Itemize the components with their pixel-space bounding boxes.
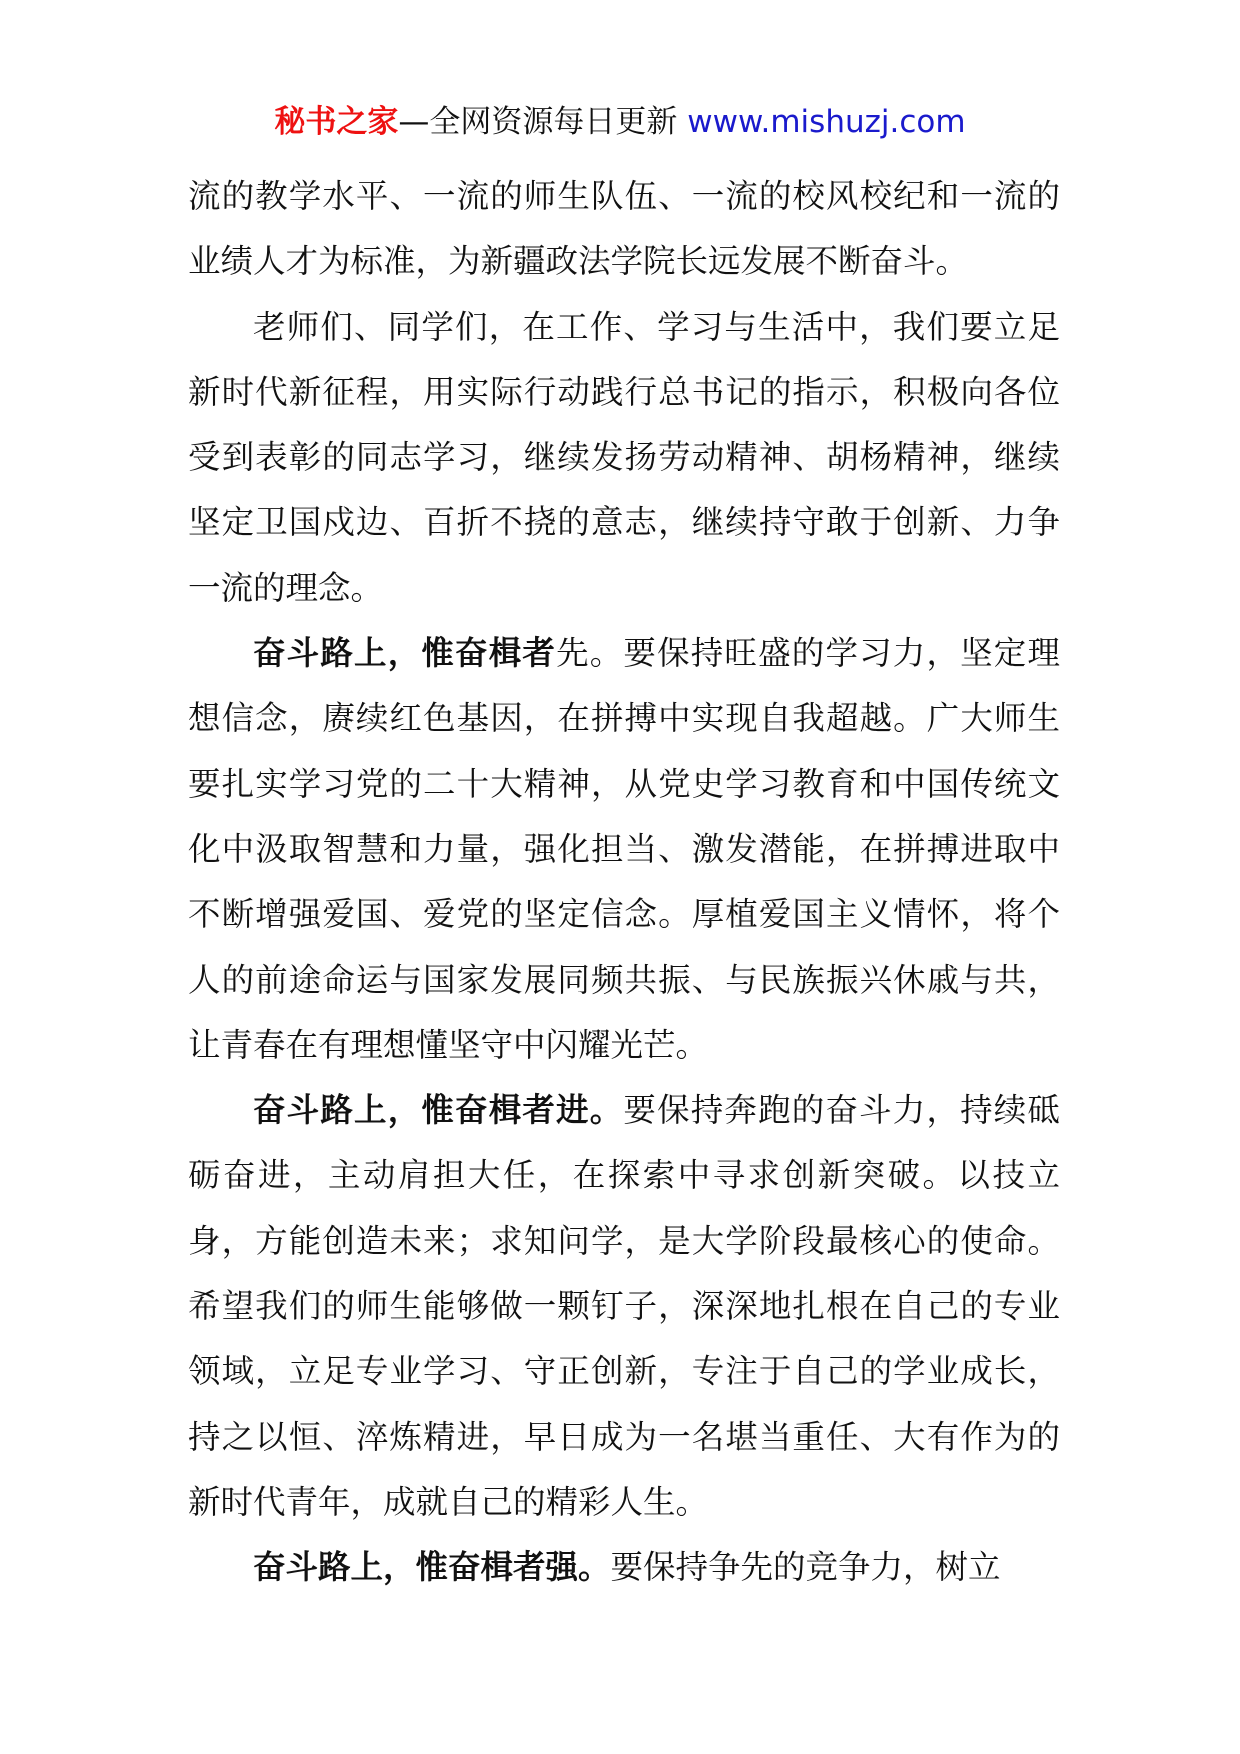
paragraph-continuation [188, 164, 1060, 295]
paragraph-text: 要保持奔跑的奋斗力，持续砥砺奋进，主动肩担大任，在探索中寻求创新突破。以技立身，方能创造未来；求知问学，是大学阶段最核心的使命。希望我们的师生能够做一颗钉子，深深地扎根在自己的专业领域，立足专业学习、守正创新，专注于自己的学业成长，持之以恒、淬炼精进，早日成为一名堪当重任、大有作为的新时代青年，成就自己的精彩人生。 [188, 1091, 1060, 1521]
document-body [188, 164, 1060, 1601]
header-slogan: —全网资源每日更新 [398, 104, 688, 140]
site-url-link[interactable]: www.mishuzj.com [687, 104, 966, 140]
paragraph-address [188, 295, 1060, 621]
paragraph-heading: 奋斗路上，惟奋楫者进。 [253, 1091, 624, 1130]
paragraph-heading: 奋斗路上，惟奋楫者强。 [253, 1548, 611, 1587]
paragraph-advance [188, 1078, 1060, 1535]
paragraph-strong [188, 1535, 1060, 1600]
paragraph-text: 要保持争先的竞争力，树立 [610, 1548, 1001, 1587]
paragraph-text: 先。要保持旺盛的学习力，坚定理想信念，赓续红色基因，在拼搏中实现自我超越。广大师生要扎实学习党的二十大精神，从党史学习教育和中国传统文化中汲取智慧和力量，强化担当、激发潜能，在拼搏进取中不断增强爱国、爱党的坚定信念。厚植爱国主义情怀，将个人的前途命运与国家发展同频共振、与民族振兴休戚与共，让青春在有理想懂坚守中闪耀光芒。 [188, 634, 1060, 1064]
brand-name: 秘书之家 [274, 104, 399, 140]
paragraph-text: 流的教学水平、一流的师生队伍、一流的校风校纪和一流的业绩人才为标准，为新疆政法学院长远发展不断奋斗。 [188, 177, 1060, 281]
paragraph-first [188, 621, 1060, 1078]
paragraph-text: 老师们、同学们，在工作、学习与生活中，我们要立足新时代新征程，用实际行动践行总书记的指示，积极向各位受到表彰的同志学习，继续发扬劳动精神、胡杨精神，继续坚定卫国戍边、百折不挠的意志，继续持守敢于创新、力争一流的理念。 [188, 307, 1060, 607]
paragraph-heading: 奋斗路上，惟奋楫者 [253, 634, 557, 673]
site-header [0, 100, 1240, 144]
